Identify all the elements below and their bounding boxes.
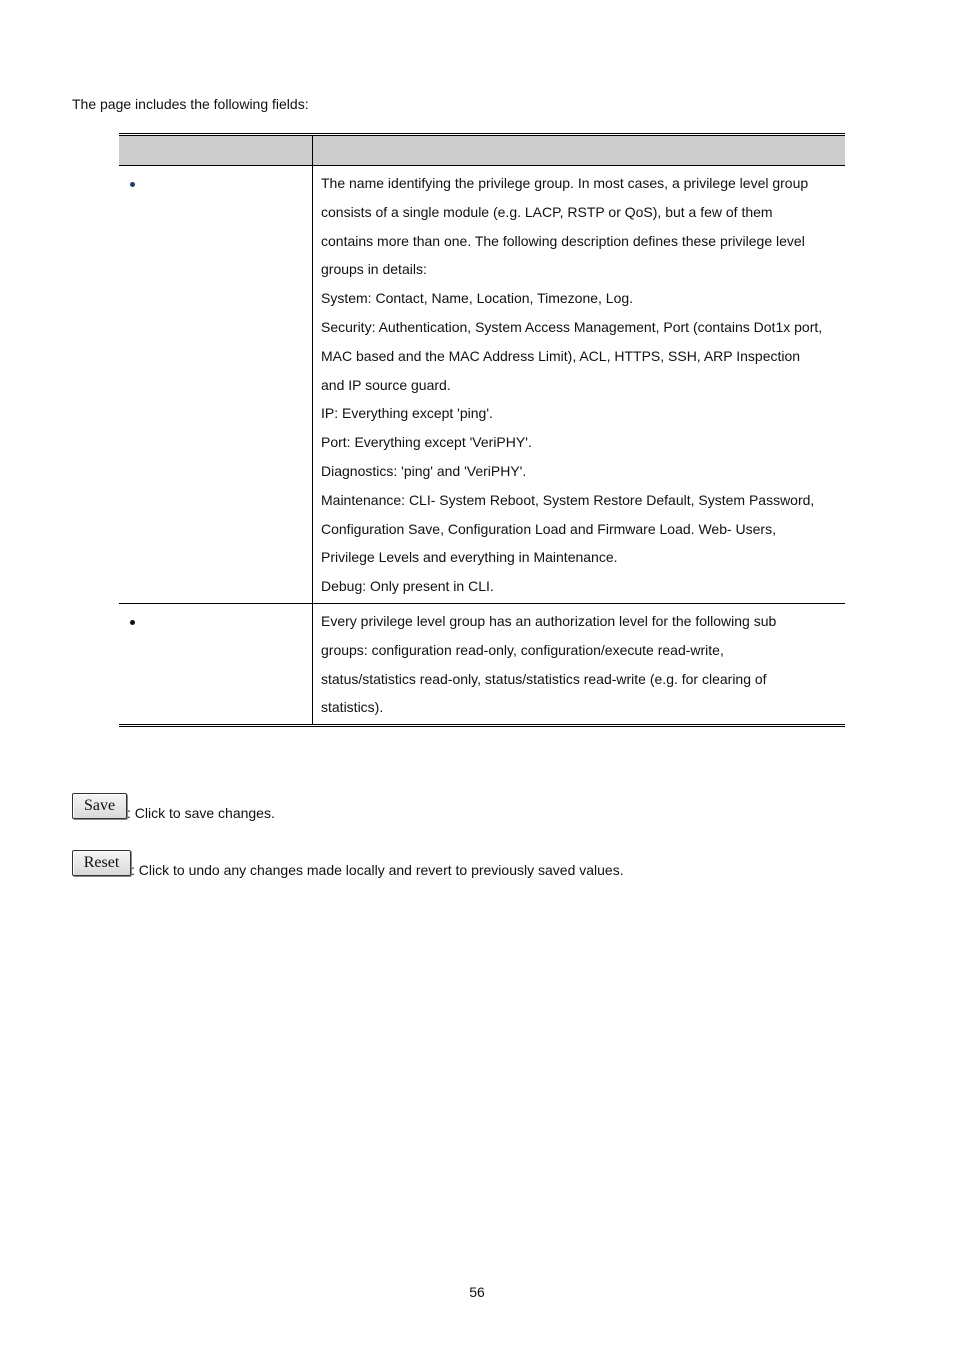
page-number: 56 [469, 1284, 485, 1300]
description-line: groups: configuration read-only, configuration/execute read-write, [321, 641, 724, 658]
description-line: and IP source guard. [321, 376, 451, 393]
table-row-authorization-level [119, 603, 845, 725]
reset-button[interactable]: Reset [72, 850, 131, 876]
description-line: status/statistics read-only, status/statistics read-write (e.g. for clearing of [321, 670, 767, 687]
description-line: Debug: Only present in CLI. [321, 578, 494, 595]
description-line: System: Contact, Name, Location, Timezone, Log. [321, 290, 634, 307]
description-line: Maintenance: CLI- System Reboot, System Restore Default, System Password, [321, 491, 815, 508]
description-line: contains more than one. The following description defines these privilege level [321, 232, 805, 249]
header-description [313, 135, 846, 166]
reset-row [72, 850, 624, 876]
save-row [72, 793, 275, 819]
save-description: : Click to save changes. [127, 805, 275, 821]
description-line: The name identifying the privilege group. In most cases, a privilege level group [321, 175, 809, 191]
description-line: Port: Everything except 'VeriPHY'. [321, 434, 532, 451]
object-cell [119, 166, 313, 604]
description-line: Security: Authentication, System Access Management, Port (contains Dot1x port, [321, 318, 823, 335]
bullet-icon [130, 182, 135, 187]
description-line: groups in details: [321, 261, 427, 278]
description-cell [313, 166, 846, 604]
header-object [119, 135, 313, 166]
description-line: Privilege Levels and everything in Maintenance. [321, 549, 618, 566]
bullet-icon [130, 620, 135, 625]
description-line: consists of a single module (e.g. LACP, RSTP or QoS), but a few of them [321, 203, 773, 220]
table-row-privilege-group [119, 166, 845, 604]
description-line: IP: Everything except 'ping'. [321, 405, 493, 422]
description-line: statistics). [321, 699, 384, 716]
save-button[interactable]: Save [72, 793, 127, 819]
description-line: Diagnostics: 'ping' and 'VeriPHY'. [321, 462, 527, 479]
table-header-row [119, 135, 845, 166]
object-cell [119, 603, 313, 725]
description-cell [313, 603, 846, 725]
description-line: Every privilege level group has an authorization level for the following sub [321, 612, 777, 629]
fields-table [119, 133, 845, 727]
description-line: Configuration Save, Configuration Load and Firmware Load. Web- Users, [321, 520, 776, 537]
reset-description: : Click to undo any changes made locally and revert to previously saved values. [131, 862, 624, 878]
intro-text: The page includes the following fields: [72, 96, 309, 112]
description-line: MAC based and the MAC Address Limit), ACL, HTTPS, SSH, ARP Inspection [321, 347, 801, 364]
